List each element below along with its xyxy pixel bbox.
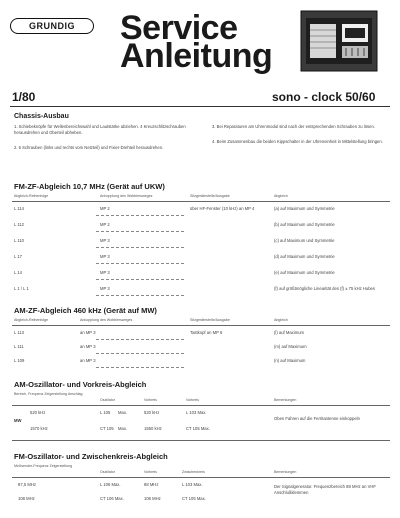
fm-if-row-5-c1: L 14 bbox=[14, 270, 22, 275]
fm-if-row-6-c2: MP 3 bbox=[100, 286, 110, 291]
title-line-2: Anleitung bbox=[120, 37, 273, 75]
fm-if-row-6-rule bbox=[96, 295, 184, 296]
issue-number: 1/80 bbox=[12, 90, 36, 104]
fm-osc-col-3: Vorkreis bbox=[144, 470, 157, 474]
am-osc-band: MW bbox=[14, 418, 22, 423]
fm-if-col-2: Anhopplung des Wobblersweges bbox=[100, 194, 153, 198]
fm-osc-header-rule bbox=[12, 477, 390, 478]
fm-if-row-1-c4: (a) auf Maximum und Symmetrie bbox=[274, 206, 335, 211]
am-if-row-2-c4: (m) auf Maximum bbox=[274, 344, 307, 349]
am-osc-col-5: Vorkreis bbox=[186, 398, 199, 402]
fm-if-col-3: Sitzgerätestelle/Ausgabe bbox=[190, 194, 230, 198]
fm-if-row-2-c1: L 112 bbox=[14, 222, 25, 227]
fm-if-row-3-c4: (c) auf Maximum und Symmetrie bbox=[274, 238, 335, 243]
fm-if-row-5-c4: (e) auf Maximum und Symmetrie bbox=[274, 270, 335, 275]
fm-if-row-4-c4: (d) auf Maximum und Symmetrie bbox=[274, 254, 335, 259]
am-osc-r2-c5: CT 105 Max. bbox=[186, 426, 210, 431]
am-osc-note: Oben Fahren auf die Ferritantenne einkoppeln bbox=[274, 416, 360, 421]
chassis-step-4: 4. Beim Zusammenbau die beiden Kippschalter in der Uhreneinheit in Mittelstellung bringen. bbox=[212, 139, 383, 144]
am-osc-r1-c1: 520 kHz bbox=[30, 410, 46, 415]
am-osc-r2-c3: Max. bbox=[118, 426, 128, 431]
fm-if-row-3-rule bbox=[96, 247, 184, 248]
header-divider bbox=[10, 106, 390, 107]
am-if-col-2: Ankopplung des Wobblersweges bbox=[80, 318, 133, 322]
fm-if-row-1-rule bbox=[96, 215, 184, 216]
fm-if-row-2-c4: (b) auf Maximum und Symmetrie bbox=[274, 222, 335, 227]
fm-if-header-rule bbox=[12, 201, 390, 202]
am-if-row-3-c1: L 109 bbox=[14, 358, 25, 363]
fm-osc-note: Der Signalgenerator. Frequenzbereich 88 MHz an VHF Anschlußklemmen bbox=[274, 484, 376, 495]
am-if-row-1-rule bbox=[96, 339, 184, 340]
am-if-row-2-rule bbox=[96, 353, 184, 354]
fm-osc-r2-c2: CT 106 Max. bbox=[100, 496, 124, 501]
fm-if-row-4-c2: MP 3 bbox=[100, 254, 110, 259]
am-if-row-1-c1: L 113 bbox=[14, 330, 25, 335]
fm-if-row-1-c3: über HF-Fenster (10 kHz) an MP 4 bbox=[190, 206, 255, 211]
am-osc-col-2: Oszillator bbox=[100, 398, 115, 402]
am-if-col-1: Abgleich-Reihenfolge bbox=[14, 318, 49, 322]
fm-if-row-1-c2: MP 2 bbox=[100, 206, 110, 211]
fm-osc-heading: FM-Oszillator- und Zwischenkreis-Abgleich bbox=[14, 452, 168, 461]
fm-osc-col-2: Oszillator bbox=[100, 470, 115, 474]
am-osc-col-6: Bemerkungen bbox=[274, 398, 297, 402]
fm-if-row-1-c1: L 114 bbox=[14, 206, 25, 211]
fm-osc-r2-c1: 108 MHz bbox=[18, 496, 35, 501]
am-osc-col-3: Vorkreis bbox=[144, 398, 157, 402]
am-if-heading: AM-ZF-Abgleich 460 kHz (Gerät auf MW) bbox=[14, 306, 157, 315]
am-osc-heading: AM-Oszillator- und Vorkreis-Abgleich bbox=[14, 380, 147, 389]
chassis-step-1: 1. Schiebeknöpfe für Wellenbereichswahl und Lautstärke abziehen. 4 Kreuzschlitzschrauben herausdrehen und Oberteil abheben. bbox=[14, 124, 186, 135]
am-osc-r1-c5: L 103 Max. bbox=[186, 410, 207, 415]
grundig-logo bbox=[10, 18, 94, 34]
title-line-1: Service bbox=[120, 9, 238, 47]
am-if-row-1-c3: Tastkopf an MP 6 bbox=[190, 330, 223, 335]
am-osc-r1-c4: 520 kHz bbox=[144, 410, 160, 415]
fm-if-row-6-c1: L 1 / L 1 bbox=[14, 286, 29, 291]
model-name: sono - clock 50/60 bbox=[272, 90, 376, 104]
am-if-row-2-c2: an MP 3 bbox=[80, 344, 96, 349]
fm-osc-col-1: Meßsender-Frequenz Zeigerstellung bbox=[14, 464, 73, 468]
am-osc-r2-c2: CT 105 bbox=[100, 426, 114, 431]
am-osc-r1-c2: L 105 bbox=[100, 410, 111, 415]
fm-osc-r1-c2: L 106 Max. bbox=[100, 482, 121, 487]
fm-if-col-4: Abgleich bbox=[274, 194, 288, 198]
fm-osc-r1-c1: 87,5 MHz bbox=[18, 482, 36, 487]
fm-if-heading: FM-ZF-Abgleich 10,7 MHz (Gerät auf UKW) bbox=[14, 182, 165, 191]
fm-if-row-3-c1: L 110 bbox=[14, 238, 25, 243]
fm-if-row-6-c4: (f) auf größtmögliche Linearität des (f) ± 75 kHz Hubes bbox=[274, 286, 375, 291]
am-osc-bottom-rule bbox=[12, 440, 390, 441]
chassis-heading: Chassis-Ausbau bbox=[14, 113, 69, 120]
fm-osc-col-5: Bemerkungen bbox=[274, 470, 297, 474]
am-if-col-3: Sitzgerätestelle/Ausgabe bbox=[190, 318, 230, 322]
am-if-row-3-c2: an MP 3 bbox=[80, 358, 96, 363]
am-if-header-rule bbox=[12, 325, 390, 326]
logo-text: GRUNDIG bbox=[29, 21, 75, 31]
am-if-row-3-c4: (n) auf Maximum bbox=[274, 358, 306, 363]
chassis-step-3: 3. Bei Reparaturen am Uhrenmodul sind nach der entsprechenden Schrauben zu lösen. bbox=[212, 124, 375, 129]
fm-osc-r1-c4: L 103 Max. bbox=[182, 482, 203, 487]
fm-if-row-2-c2: MP 2 bbox=[100, 222, 110, 227]
fm-if-row-2-rule bbox=[96, 231, 184, 232]
am-osc-col-1: Bereich, Frequenz Zeigerstellung Anschlag bbox=[14, 392, 83, 396]
fm-osc-r2-c4: CT 105 Max. bbox=[182, 496, 206, 501]
am-if-row-3-rule bbox=[96, 367, 184, 368]
fm-if-row-4-rule bbox=[96, 263, 184, 264]
fm-if-row-3-c2: MP 3 bbox=[100, 238, 110, 243]
am-osc-r2-c1: 1570 kHz bbox=[30, 426, 48, 431]
fm-if-col-1: Abgleich-Reihenfolge bbox=[14, 194, 49, 198]
fm-osc-r1-c3: 88 MHz bbox=[144, 482, 159, 487]
fm-if-row-5-c2: MP 3 bbox=[100, 270, 110, 275]
am-if-col-4: Abgleich bbox=[274, 318, 288, 322]
am-osc-header-rule bbox=[12, 405, 390, 406]
am-if-row-1-c4: (l) auf Maximum bbox=[274, 330, 305, 335]
fm-if-row-5-rule bbox=[96, 279, 184, 280]
am-if-row-2-c1: L 111 bbox=[14, 344, 24, 349]
am-osc-r1-c3: Max. bbox=[118, 410, 128, 415]
chassis-step-2: 2. 5 Schrauben (links und rechts vom Netzteil) und Fixier-Drehteil herausdrehen. bbox=[14, 145, 164, 150]
am-osc-r2-c4: 1550 kHz bbox=[144, 426, 162, 431]
clock-radio-image bbox=[300, 10, 378, 72]
fm-osc-r2-c3: 106 MHz bbox=[144, 496, 161, 501]
fm-if-row-4-c1: L 17 bbox=[14, 254, 22, 259]
am-if-row-1-c2: an MP 3 bbox=[80, 330, 96, 335]
fm-osc-col-4: Zwischenkreis bbox=[182, 470, 205, 474]
